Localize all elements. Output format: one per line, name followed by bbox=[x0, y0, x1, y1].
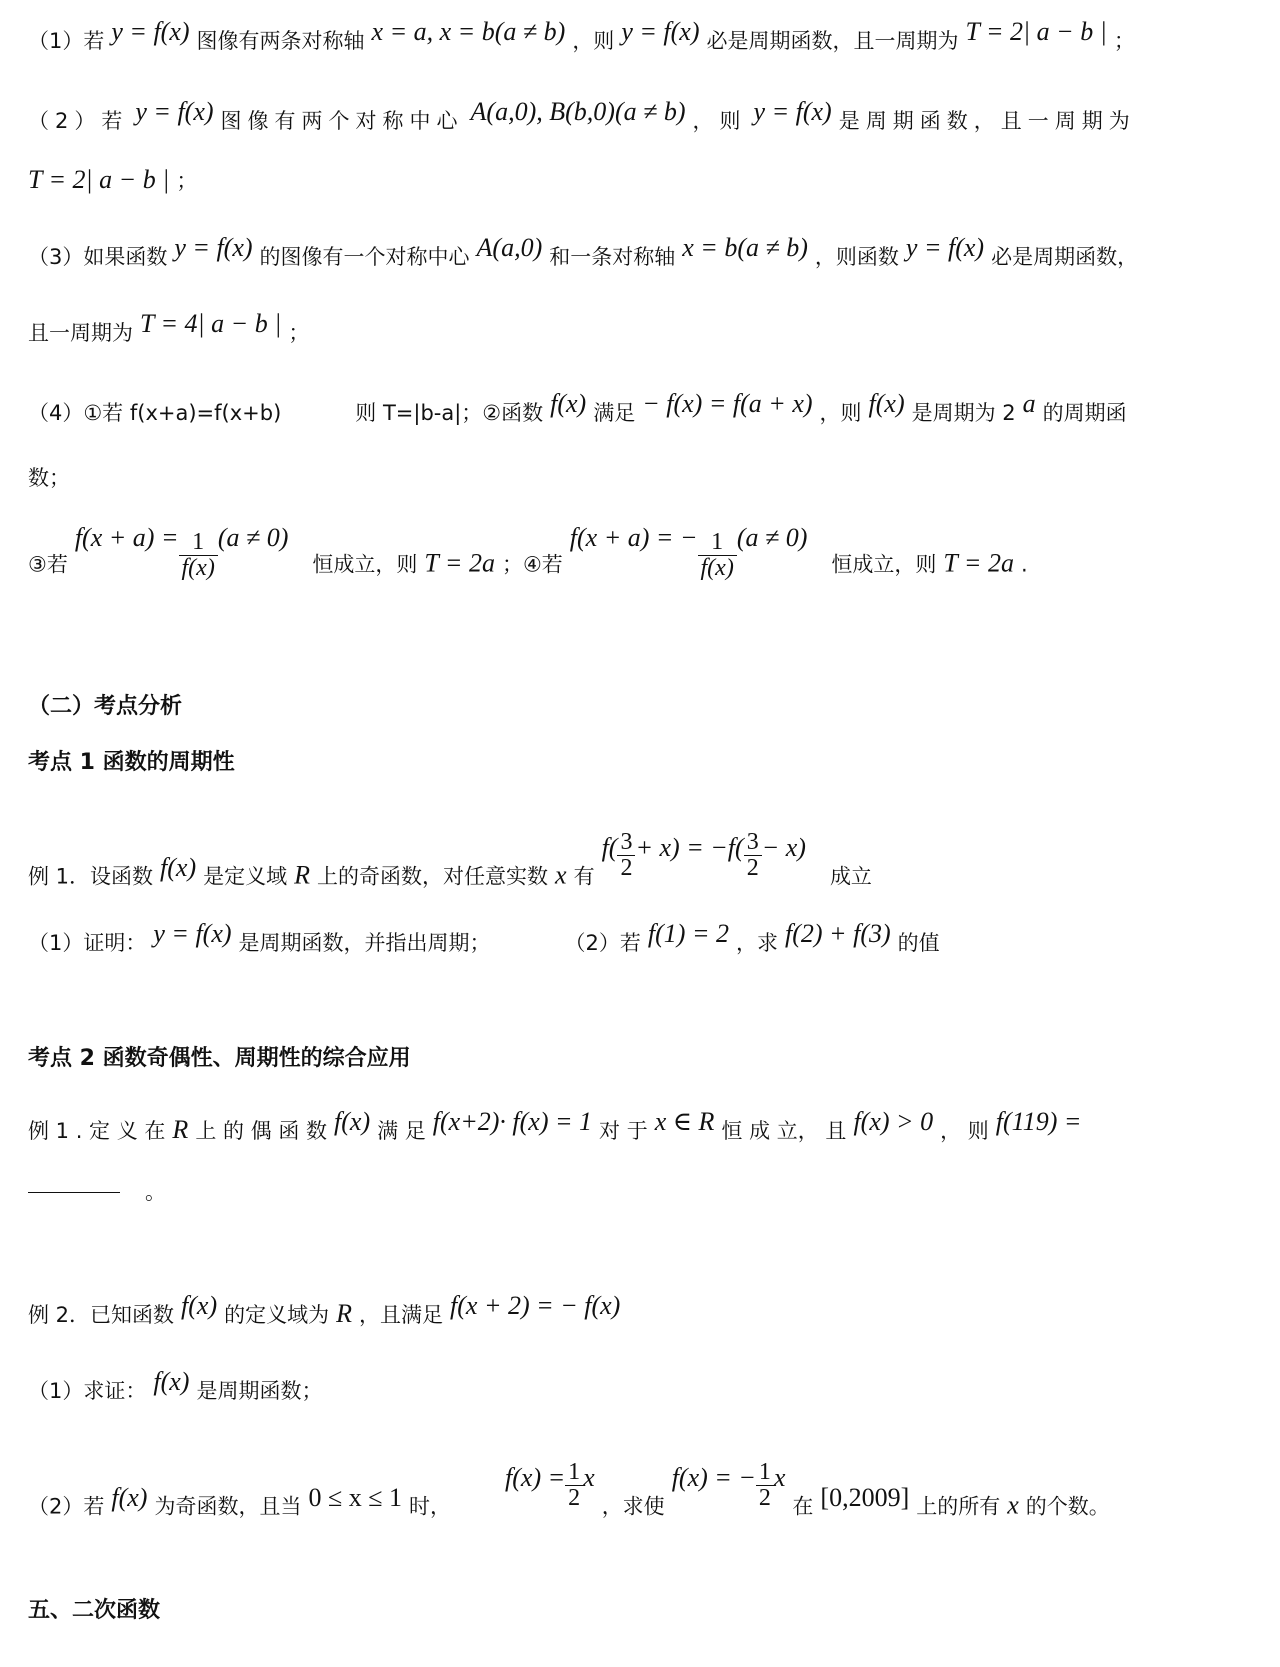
text: 图像有两条对称轴 bbox=[196, 29, 365, 53]
formula: y = f(x) bbox=[174, 233, 253, 262]
formula: T = 4| a − b | bbox=[140, 309, 282, 338]
text: 上的奇函数，对任意实数 bbox=[317, 864, 549, 889]
example-3-line bbox=[28, 1291, 621, 1329]
text: 对 于 bbox=[599, 1119, 648, 1143]
formula: x bbox=[583, 1462, 595, 1492]
property-4-line-cont bbox=[28, 466, 70, 492]
text: （1）证明： bbox=[28, 931, 147, 955]
text: ③若 bbox=[28, 552, 68, 577]
text: 是周期函数，且一周期为 bbox=[838, 109, 1136, 133]
example-3-question-1 bbox=[28, 1367, 323, 1405]
text: ，则 bbox=[819, 401, 862, 425]
fraction-numerator: 1 bbox=[756, 1460, 774, 1486]
text: 时， bbox=[409, 1494, 452, 1519]
formula: R bbox=[294, 860, 311, 890]
formula: f(x) bbox=[153, 1367, 190, 1396]
text: 例 1 . 定 义 在 bbox=[28, 1119, 166, 1143]
text: 成立 bbox=[829, 864, 872, 889]
formula: (a ≠ 0) bbox=[217, 522, 289, 552]
text: （2）若 bbox=[564, 931, 641, 955]
formula: f(119) = bbox=[995, 1107, 1082, 1136]
formula: y = f(x) bbox=[621, 17, 700, 46]
formula: A(a,0), B(b,0)(a ≠ b) bbox=[470, 97, 686, 126]
formula: f(x + a) = bbox=[74, 522, 179, 552]
text: 的周期函 bbox=[1042, 401, 1127, 425]
text: ； bbox=[176, 169, 198, 193]
formula: a bbox=[1022, 389, 1036, 418]
formula: T = 2| a − b | bbox=[965, 17, 1107, 46]
formula: f(x) bbox=[868, 389, 905, 418]
formula: y = f(x) bbox=[753, 97, 832, 126]
text: ， 则 bbox=[940, 1119, 989, 1143]
answer-blank-line bbox=[28, 1180, 166, 1206]
text: （4）①若 f(x+a)=f(x+b) bbox=[28, 401, 282, 425]
text: （3）如果函数 bbox=[28, 245, 168, 269]
text: 且一周期为 bbox=[28, 321, 133, 345]
text: 必是周期函数，且一周期为 bbox=[706, 29, 959, 53]
formula: y = f(x) bbox=[111, 17, 190, 46]
text: 上 的 偶 函 数 bbox=[195, 1119, 328, 1143]
text: 恒 成 立， 且 bbox=[721, 1119, 847, 1143]
formula: T = 2| a − b | bbox=[28, 165, 170, 194]
text: ，则 bbox=[692, 109, 747, 133]
example-1-questions bbox=[28, 919, 940, 957]
formula: f(x) bbox=[334, 1107, 371, 1136]
text: ，则 bbox=[572, 29, 615, 53]
fraction bbox=[565, 1460, 583, 1511]
subsection-heading: 考点 2 函数奇偶性、周期性的综合应用 bbox=[28, 1046, 411, 1071]
fraction-numerator: 1 bbox=[565, 1460, 583, 1486]
formula: x bbox=[555, 860, 567, 890]
formula: f(x) bbox=[160, 852, 197, 882]
formula: x bbox=[1007, 1490, 1019, 1520]
text: 例 1．设函数 bbox=[28, 864, 154, 889]
text: 是周期函数，并指出周期； bbox=[238, 931, 491, 955]
property-3-line bbox=[28, 233, 1139, 271]
text: （2）若 bbox=[28, 1494, 105, 1519]
fraction bbox=[744, 830, 762, 881]
formula: f(x+2)· f(x) = 1 bbox=[432, 1107, 593, 1136]
text: 数； bbox=[28, 466, 70, 490]
text: 的值 bbox=[897, 931, 940, 955]
text: ，求使 bbox=[601, 1494, 665, 1519]
formula: + x) = −f( bbox=[635, 832, 744, 862]
text: 是定义域 bbox=[203, 864, 288, 889]
text: 例 2．已知函数 bbox=[28, 1303, 175, 1327]
text: 恒成立，则 bbox=[831, 552, 937, 577]
property-3-line-cont bbox=[28, 309, 310, 347]
text: （1）若 bbox=[28, 29, 105, 53]
text: 上的所有 bbox=[916, 1494, 1001, 1519]
text: 是周期函数； bbox=[196, 1379, 323, 1403]
property-1-line bbox=[28, 17, 1135, 55]
formula: f(x + a) = − bbox=[569, 522, 698, 552]
formula: R bbox=[172, 1115, 189, 1144]
subsection-heading: 考点 1 函数的周期性 bbox=[28, 750, 235, 775]
text: ； bbox=[288, 321, 310, 345]
fraction bbox=[179, 530, 218, 581]
formula: − x) bbox=[761, 832, 806, 862]
example-2-line bbox=[28, 1107, 1082, 1145]
fraction bbox=[698, 530, 737, 581]
text: 满 足 bbox=[377, 1119, 426, 1143]
text: 和一条对称轴 bbox=[549, 245, 676, 269]
property-4-cases-line bbox=[28, 522, 1028, 591]
text: 则 T=|b-a|；②函数 bbox=[355, 401, 544, 425]
text: ； bbox=[1113, 29, 1135, 53]
answer-blank[interactable] bbox=[28, 1192, 120, 1193]
formula: (a ≠ 0) bbox=[736, 522, 808, 552]
formula: A(a,0) bbox=[476, 233, 543, 262]
formula: x = b(a ≠ b) bbox=[682, 233, 808, 262]
formula: f(x) bbox=[550, 389, 587, 418]
text: ；④若 bbox=[501, 552, 563, 577]
formula: 0 ≤ x ≤ 1 bbox=[308, 1482, 403, 1512]
text: . bbox=[1020, 552, 1028, 577]
formula: [0,2009] bbox=[820, 1482, 910, 1512]
formula: − f(x) = f(a + x) bbox=[642, 389, 813, 418]
formula: f(x) bbox=[181, 1291, 218, 1320]
formula: T = 2a bbox=[943, 548, 1014, 578]
example-3-question-2 bbox=[28, 1459, 1110, 1533]
formula: f( bbox=[601, 832, 618, 862]
text: 的图像有一个对称中心 bbox=[259, 245, 470, 269]
formula: f(x) = − bbox=[671, 1462, 756, 1492]
example-1-line bbox=[28, 829, 872, 903]
text: ，则函数 bbox=[814, 245, 899, 269]
property-4-line bbox=[28, 389, 1127, 427]
text: 在 bbox=[792, 1494, 814, 1519]
formula: f(2) + f(3) bbox=[785, 919, 891, 948]
formula: y = f(x) bbox=[153, 919, 232, 948]
text: 。 bbox=[145, 1180, 166, 1204]
text: （1）求证： bbox=[28, 1379, 147, 1403]
property-2-line-cont bbox=[28, 164, 197, 195]
formula: x bbox=[773, 1462, 786, 1492]
fraction bbox=[756, 1460, 774, 1511]
formula: x ∈ R bbox=[654, 1107, 715, 1136]
property-2-line bbox=[28, 97, 1136, 135]
formula: R bbox=[336, 1299, 353, 1328]
text: 的定义域为 bbox=[224, 1303, 330, 1327]
text: 的个数。 bbox=[1025, 1494, 1110, 1519]
formula: f(x) bbox=[111, 1482, 148, 1512]
fraction-denominator: 2 bbox=[746, 855, 759, 882]
text: ，且满足 bbox=[359, 1303, 444, 1327]
fraction-numerator: 3 bbox=[617, 830, 635, 856]
text: 必是周期函数， bbox=[991, 245, 1139, 269]
fraction-numerator: 1 bbox=[179, 530, 218, 556]
fraction-numerator: 1 bbox=[698, 530, 737, 556]
fraction-denominator: 2 bbox=[758, 1485, 771, 1512]
section-heading: （二）考点分析 bbox=[28, 694, 183, 719]
formula: y = f(x) bbox=[135, 97, 214, 126]
text: （2）若 bbox=[28, 109, 129, 133]
text: 为奇函数，且当 bbox=[154, 1494, 302, 1519]
fraction-denominator: 2 bbox=[568, 1485, 581, 1512]
fraction-denominator: 2 bbox=[620, 855, 633, 882]
text: 满足 bbox=[593, 401, 636, 425]
formula: T = 2a bbox=[424, 548, 495, 578]
formula: y = f(x) bbox=[905, 233, 985, 262]
text: 恒成立，则 bbox=[312, 552, 418, 577]
formula: f(x) > 0 bbox=[853, 1107, 934, 1136]
text: 有 bbox=[573, 864, 595, 889]
formula: x = a, x = b(a ≠ b) bbox=[371, 17, 566, 46]
section-heading: 五、二次函数 bbox=[28, 1598, 161, 1623]
formula: f(1) = 2 bbox=[647, 919, 730, 948]
fraction bbox=[617, 830, 635, 881]
text: 是周期为 2 bbox=[911, 401, 1016, 425]
fraction-denominator: f(x) bbox=[181, 555, 215, 582]
formula: f(x) = bbox=[505, 1462, 566, 1492]
formula: f(x + 2) = − f(x) bbox=[450, 1291, 621, 1320]
fraction-numerator: 3 bbox=[744, 830, 762, 856]
fraction-denominator: f(x) bbox=[700, 555, 734, 582]
text: ，求 bbox=[736, 931, 779, 955]
text: 图像有两个对称中心 bbox=[220, 109, 464, 133]
